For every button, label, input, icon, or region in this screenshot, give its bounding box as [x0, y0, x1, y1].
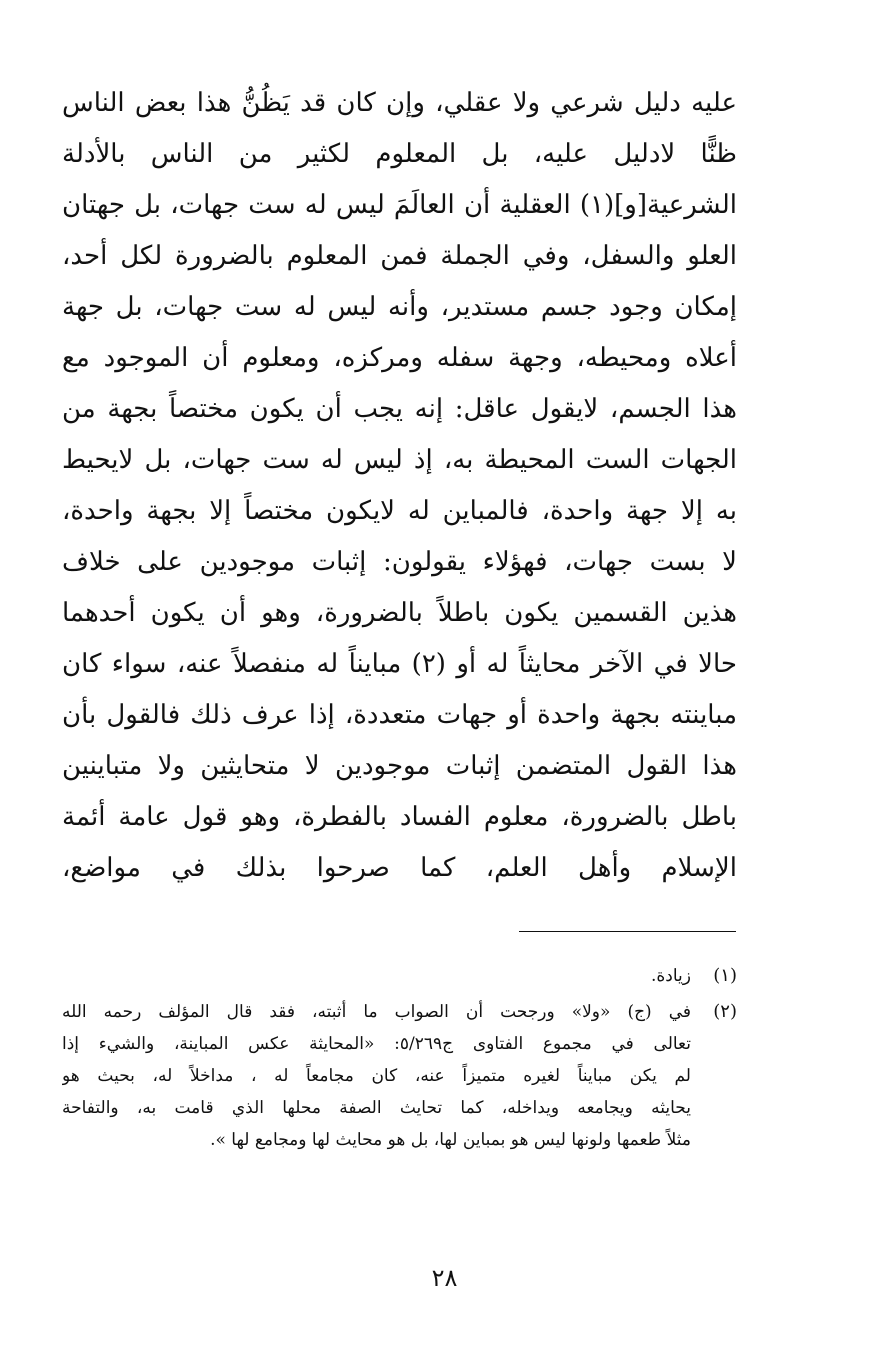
footnote-line: زيادة. [650, 966, 691, 986]
footnote-line: في (ج) «ولا» ورجحت أن الصواب ما أثبته، فقد قال المؤلف رحمه الله [62, 1002, 691, 1022]
main-text-line: عليه دليل شرعي ولا عقلي، وإن كان قد يَظُنُّ هذا بعض الناس [62, 88, 737, 118]
main-text-line: هذين القسمين يكون باطلاً بالضرورة، وهو أن يكون أحدهما [62, 598, 737, 628]
main-text-line: مباينته بجهة واحدة أو جهات متعددة، إذا عرف ذلك فالقول بأن [62, 700, 737, 730]
footnote-2 [62, 996, 737, 1156]
main-text-line: ظنًّا لادليل عليه، بل المعلوم لكثير من الناس بالأدلة [62, 139, 737, 169]
main-text-line: العلو والسفل، وفي الجملة فمن المعلوم بالضرورة لكل أحد، [62, 241, 737, 271]
footnote-line: تعالى في مجموع الفتاوى ج٥/٢٦٩: «المحايثة عكس المباينة، والشيء إذا [62, 1034, 691, 1054]
main-text-line: حالا في الآخر محايثاً له أو (٢) مبايناً له منفصلاً عنه، سواء كان [62, 649, 737, 679]
footnote-line: يحايثه ويجامعه ويداخله، كما تحايث الصفة محلها الذي قامت به، والتفاحة [62, 1098, 691, 1118]
main-text-line: به إلا جهة واحدة، فالمباين له لايكون مختصاً إلا بجهة واحدة، [62, 496, 737, 526]
main-text-line: إمكان وجود جسم مستدير، وأنه ليس له ست جهات، بل جهة [62, 292, 737, 322]
main-text-line: أعلاه ومحيطه، وجهة سفله ومركزه، ومعلوم أن الموجود مع [62, 343, 737, 373]
footnotes-block [62, 960, 737, 1160]
main-text-line: الإسلام وأهل العلم، كما صرحوا بذلك في مواضع، [62, 853, 737, 883]
page-number: ٢٨ [431, 1264, 458, 1292]
footnote-line: لم يكن مبايناً لغيره متميزاً عنه، كان مجامعاً له ، مداخلاً له، بحيث هو [62, 1066, 691, 1086]
main-text-line: الشرعية[و](١) العقلية أن العالَمَ ليس له ست جهات، بل جهتان [62, 190, 737, 220]
footnote-number: (٢) [713, 1001, 737, 1022]
footnote-divider [519, 931, 736, 932]
main-text-line: باطل بالضرورة، معلوم الفساد بالفطرة، وهو قول عامة أئمة [62, 802, 737, 832]
footnote-1 [62, 960, 737, 992]
main-text-block [62, 78, 737, 894]
main-text-line: الجهات الست المحيطة به، إذ ليس له ست جهات، بل لايحيط [62, 445, 737, 475]
main-text-line: هذا القول المتضمن إثبات موجودين لا متحايثين ولا متباينين [62, 751, 737, 781]
footnote-body [62, 996, 691, 1156]
main-text-line: هذا الجسم، لايقول عاقل: إنه يجب أن يكون مختصاً بجهة من [62, 394, 737, 424]
footnote-line: مثلاً طعمها ولونها ليس هو بمباين لها، بل هو محايث لها ومجامع لها ». [210, 1130, 691, 1150]
footnote-number: (١) [713, 965, 737, 986]
main-text-line: لا بست جهات، فهؤلاء يقولون: إثبات موجودين على خلاف [62, 547, 737, 577]
footnote-body [62, 960, 691, 992]
